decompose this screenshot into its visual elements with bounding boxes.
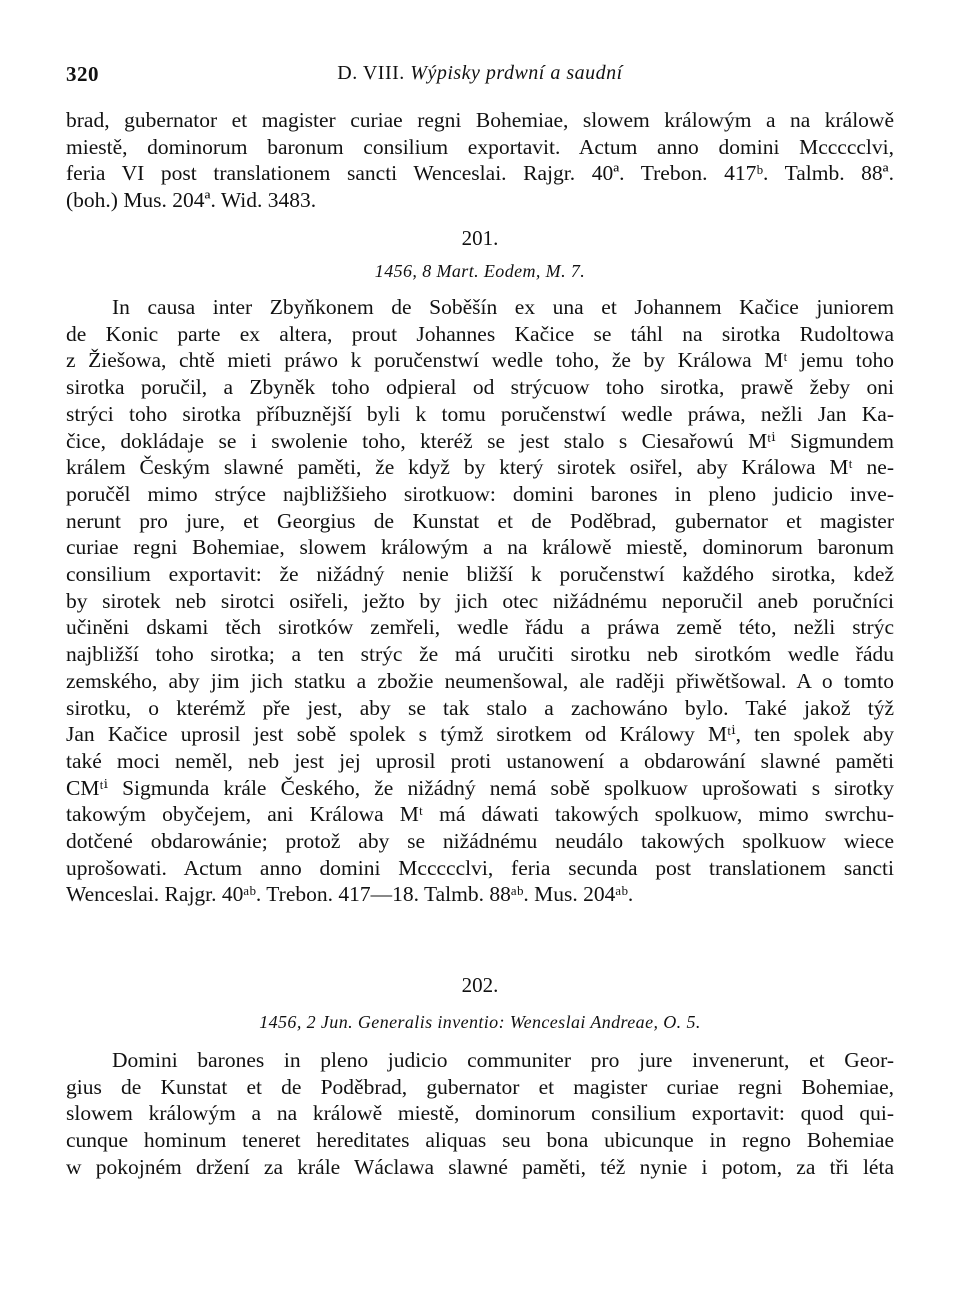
text-line: by sirotek neb sirotci osiřeli, ježto by jich otec nižádnému neporučil aneb poručníci [66, 588, 894, 613]
text-line: (boh.) Mus. 204ª. Wid. 3483. [66, 188, 317, 213]
document-202-body [66, 1047, 894, 1181]
running-title-section: D. VIII. [337, 62, 405, 84]
document-number-201: 201. [461, 226, 499, 250]
text-line: také moci neměl, neb jest jej uprosil proti ustanowení a obdarowání slawné paměti [66, 748, 894, 773]
text-line: uprošowati. Actum anno domini Mccccclvi, feria secunda post translationem sancti [66, 855, 894, 880]
text-line: feria VI post translationem sancti Wenceslai. Rajgr. 40ª. Trebon. 417ᵇ. Talmb. 88ª. [66, 161, 894, 186]
text-line: curiae regni Bohemiae, slowem králowým a na králowě miestě, dominorum baronum [66, 535, 894, 560]
text-line: In causa inter Zbyňkonem de Soběšín ex una et Johannem Kačice juniorem [112, 295, 894, 319]
text-line: Domini barones in pleno judicio communiter pro jure invenerunt, et Geor- [112, 1048, 894, 1072]
intro-paragraph [66, 107, 894, 214]
text-line: učiněni dskami těch sirotków zemřeli, wedle řádu a práwa země této, nežli strýc [66, 615, 894, 640]
text-line: brad, gubernator et magister curiae regni Bohemiae, slowem králowým a na králowě [66, 108, 894, 132]
text-line: miestě, dominorum baronum consilium exportavit. Actum anno domini Mccccclvi, [66, 134, 894, 159]
text-line: najbližší toho sirotka; a ten strýc že má uručiti sirotku neb sirotkóm wedle řádu [66, 642, 894, 667]
text-line: čice, dokládaje se i swolenie toho, kteréž se jest stalo s Ciesařowú Mᵗⁱ Sigmundem [66, 428, 894, 453]
text-line: slowem králowým a na králowě miestě, dominorum consilium exportavit: quod qui- [66, 1101, 894, 1126]
text-line: w pokojném držení za krále Wáclawa slawné paměti, též nynie i potom, za tři léta [66, 1154, 894, 1179]
intro-text [66, 107, 894, 214]
running-title-italic: Wýpisky prdwní a saudní [410, 62, 623, 84]
text-line: de Konic parte ex altera, prout Johannes Kačice se táhl na sirotka Rudoltowa [66, 321, 894, 346]
running-title [66, 62, 894, 85]
page-number: 320 [66, 62, 99, 86]
document-date-202: 1456, 2 Jun. Generalis inventio: Wenceslai Andreae, O. 5. [259, 1012, 701, 1032]
text-line: consilium exportavit: že nižádný nenie bližší k poručenstwí každého sirotka, kdež [66, 562, 894, 587]
text-line: poručěl mimo strýce najbližšieho sirotkuow: domini barones in pleno judicio inve- [66, 481, 894, 506]
text-line: králem Českým slawné paměti, že když by který sirotek osiřel, aby Králowa Mᵗ ne- [66, 455, 894, 480]
text-line: Wenceslai. Rajgr. 40ᵃᵇ. Trebon. 417—18. Talmb. 88ᵃᵇ. Mus. 204ᵃᵇ. [66, 882, 634, 907]
document-number-202: 202. [461, 973, 499, 997]
text-line: z Žiešowa, chtě mieti práwo k poručenstwí wedle toho, že by Králowa Mᵗ jemu toho [66, 348, 894, 373]
text-line: nerunt pro jure, et Georgius de Kunstat et de Poděbrad, gubernator et magister [66, 508, 894, 533]
text-line: dotčené obdarowánie; protož aby se nižádnému neudálo takowých spolkuow wiece [66, 829, 894, 854]
text-line: cunque hominum teneret hereditates aliquas seu bona ubicunque in regno Bohemiae [66, 1128, 894, 1153]
document-202-text [66, 1047, 894, 1181]
text-line: gius de Kunstat et de Poděbrad, gubernator et magister curiae regni Bohemiae, [66, 1074, 894, 1099]
text-line: sirotka poručil, a Zbyněk toho odpieral od strýcuow toho sirotka, prawě žeby oni [66, 375, 894, 400]
text-line: zemského, aby jim jich statku a zbožie neumenšowal, ale raději přiwětšowal. A o tomto [66, 668, 894, 693]
text-line: strýci toho sirotka příbuznější byli k tomu poručenstwí wedle práwa, nežli Jan Ka- [66, 401, 894, 426]
running-head [66, 62, 894, 92]
document-201-body [66, 294, 894, 908]
document-201-text [66, 294, 894, 908]
text-line: takowým obyčejem, ani Králowa Mᵗ má dáwati takowých spolkuow, mimo swrchu- [66, 802, 894, 827]
text-line: Jan Kačice uprosil jest sobě spolek s týmž sirotkem od Králowy Mᵗⁱ, ten spolek aby [66, 722, 894, 747]
text-line: CMᵗⁱ Sigmunda krále Českého, že nižádný nemá sobě spolkuow uprošowati s sirotky [66, 775, 894, 800]
document-date-201: 1456, 8 Mart. Eodem, M. 7. [374, 261, 586, 281]
text-line: sirotku, o kterémž pře jest, aby se tak stalo a zachowáno bylo. Také jakož týž [66, 695, 894, 720]
